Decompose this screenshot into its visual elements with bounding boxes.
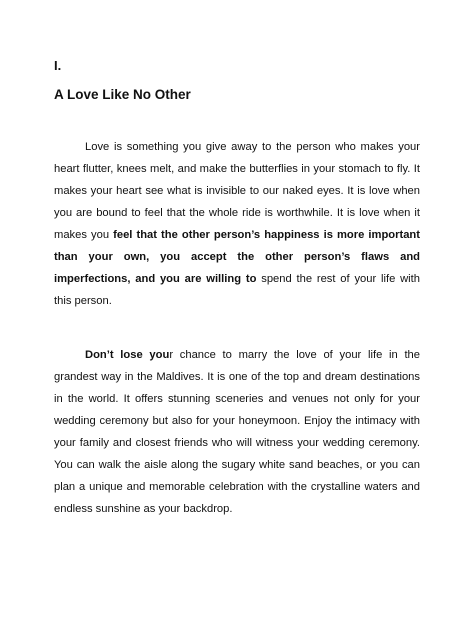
paragraph1-text-start: Love is something you give away to the person who makes your heart flutter, knees melt, and make the butterflies in your stomach to fly. It makes your heart see what is invisible to our naked eyes. It is love when you are bound to feel that the whole ride is worthwhile. It is love when it makes you [54,141,420,241]
document-title: A Love Like No Other [54,87,191,102]
paragraph1-bold-text: feel that the other person’s happiness is more important than your own, you accept the other person’s flaws and imperfections, and you are willing to [54,229,420,285]
paragraph-maldives-wedding [54,344,420,520]
paragraph-love-definition [54,136,420,312]
paragraph2-text: r chance to marry the love of your life in the grandest way in the Maldives. It is one of the top and dream destinations in the world. It offers stunning sceneries and venues not only for your wedding ceremony but also for your honeymoon. Enjoy the intimacy with your family and closest friends who will witness your wedding ceremony. You can walk the aisle along the sugary white sand beaches, or you can plan a unique and memorable celebration with the crystalline waters and endless sunshine as your backdrop. [54,349,421,515]
section-number: I. [54,58,62,73]
paragraph1-text-end: spend the rest of your life with this person. [54,273,421,307]
paragraph2-bold-text: Don’t lose you [85,349,170,361]
